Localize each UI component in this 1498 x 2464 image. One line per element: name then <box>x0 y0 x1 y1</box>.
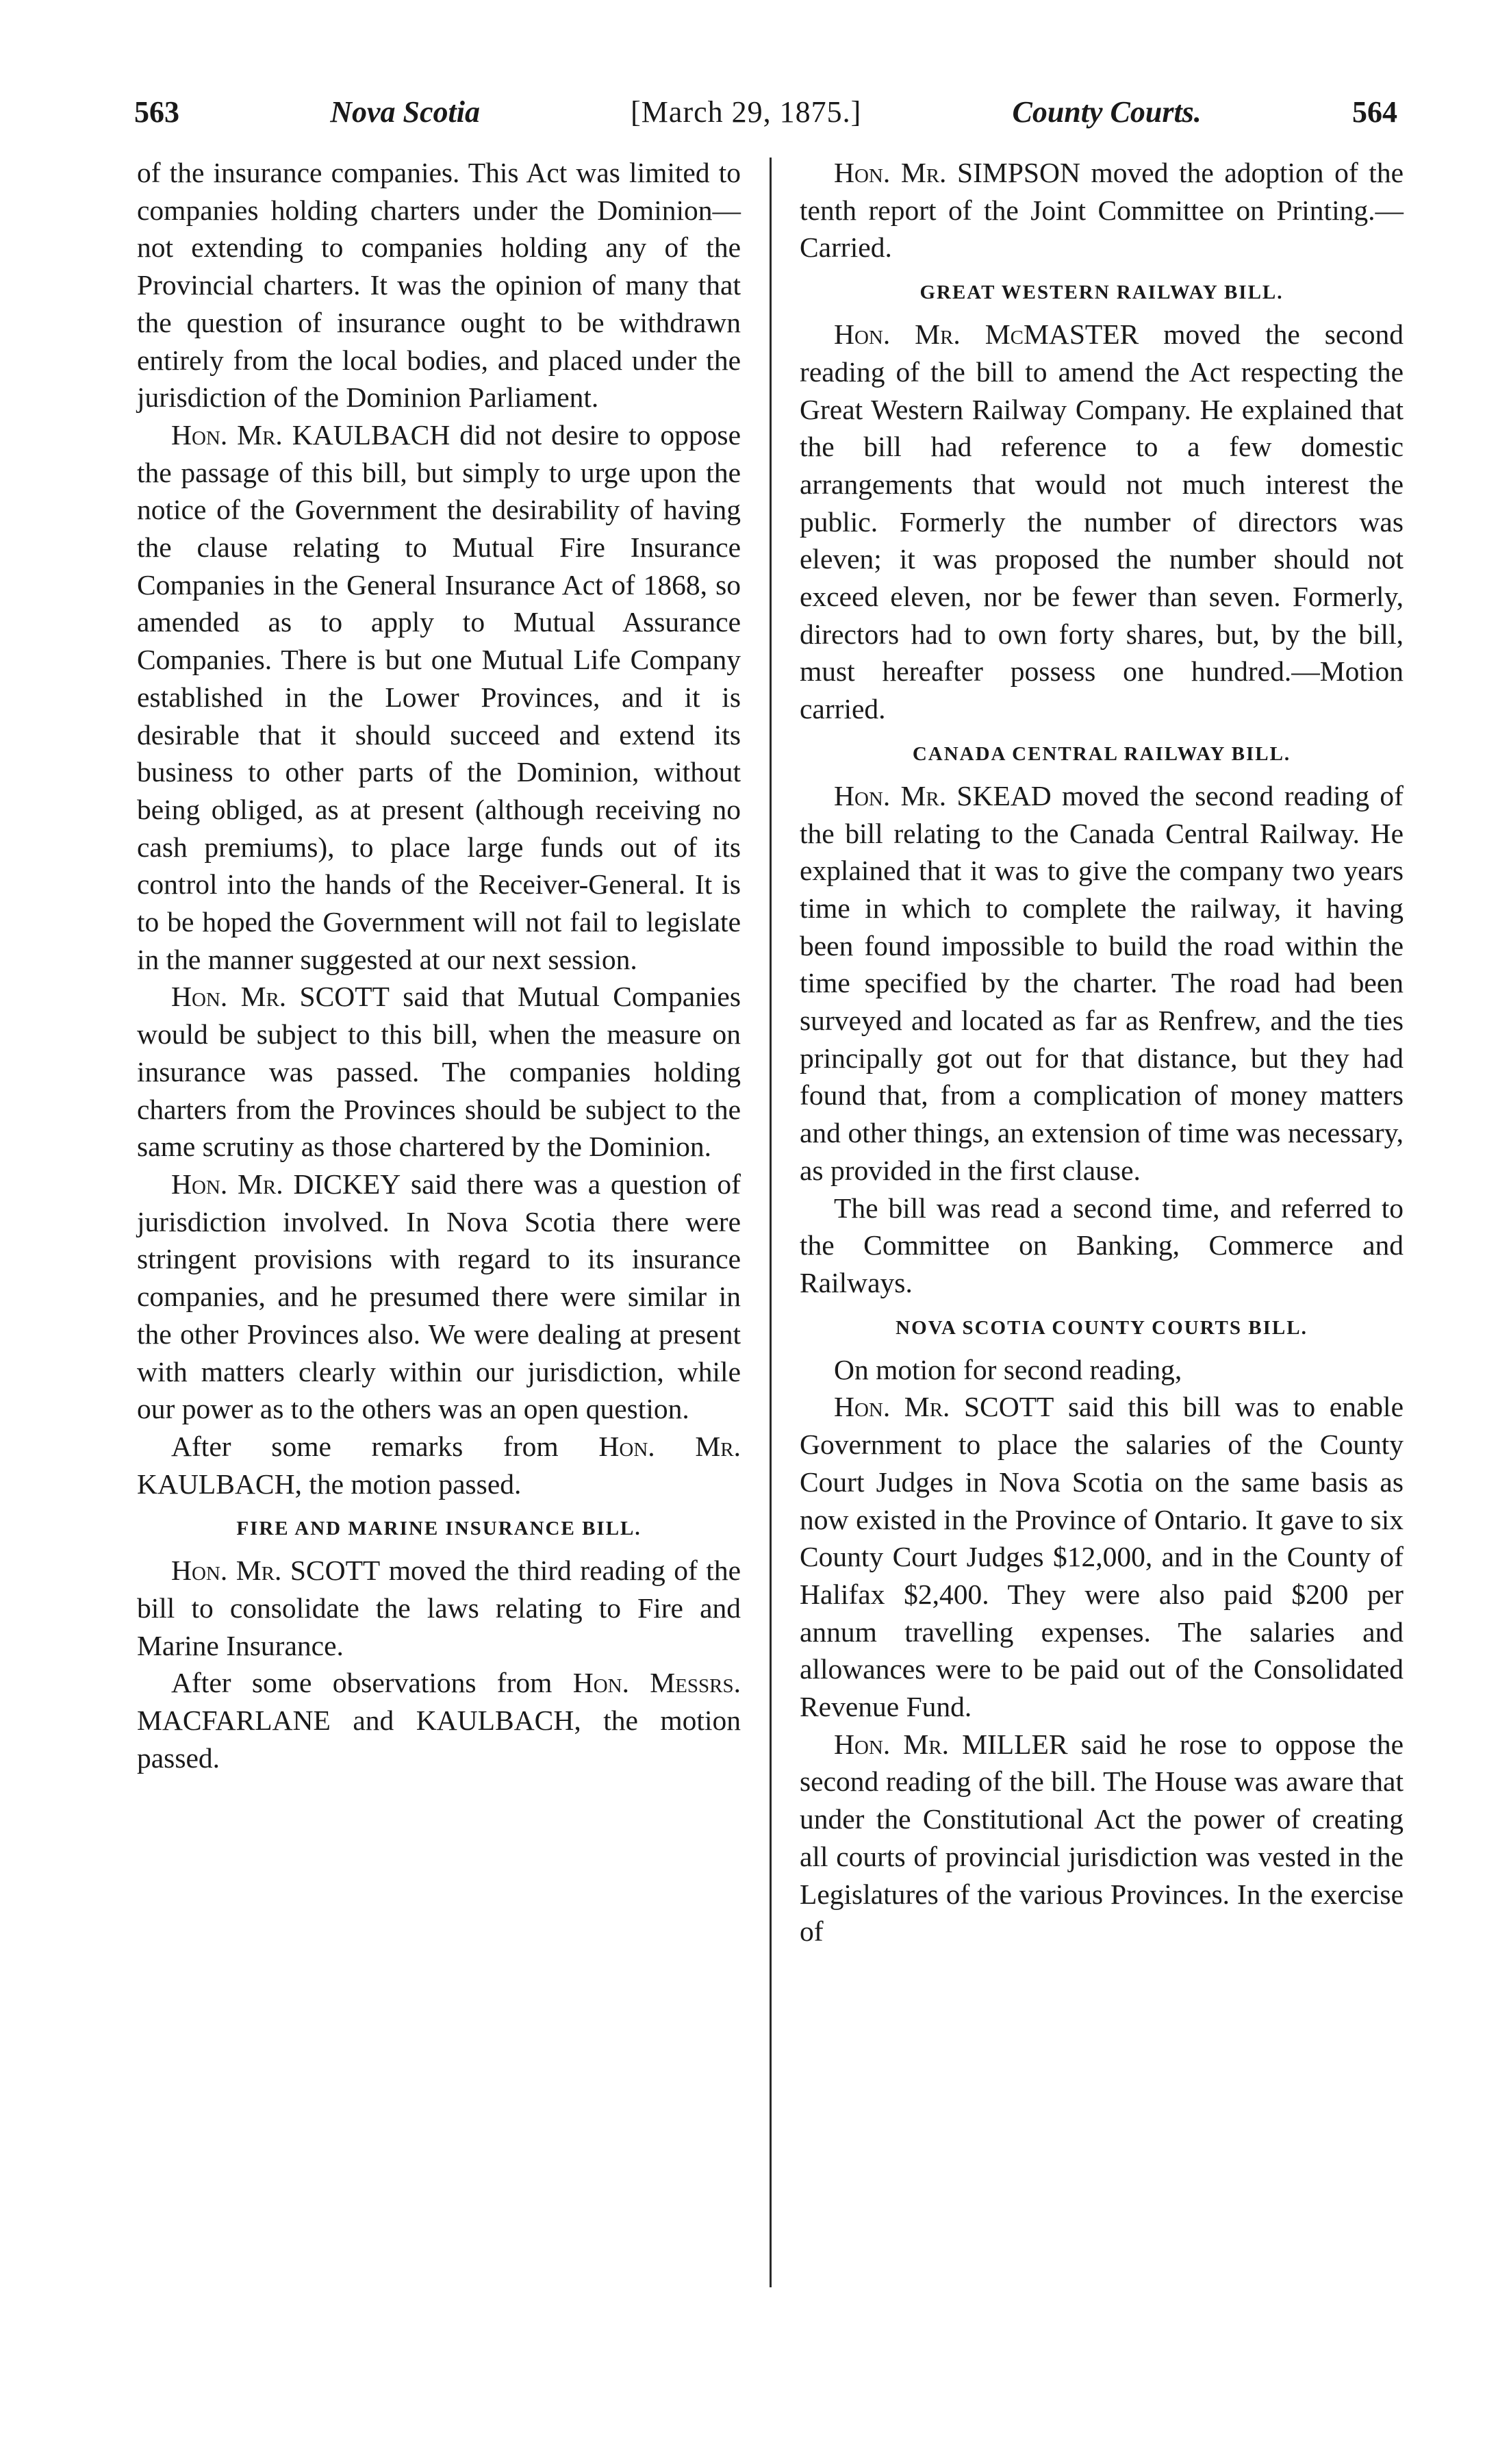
header-date: [March 29, 1875.] <box>631 95 862 129</box>
section-heading: NOVA SCOTIA COUNTY COURTS BILL. <box>896 1316 1308 1339</box>
speaker: Hon. Mr. McMASTER <box>834 318 1139 351</box>
paragraph-text: said he rose to oppose the second reading of the bill. The House was aware that under the Constitutional Act the power of creating all courts of provincial jurisdiction was vested in the Legislatures of the various Provinces. In the exercise of <box>800 1728 1404 1948</box>
column-divider <box>770 158 772 2287</box>
speaker: Hon. Mr. DICKEY <box>171 1168 401 1200</box>
speaker: Hon. Mr. SCOTT <box>171 1555 381 1587</box>
speaker: Hon. Mr. SKEAD <box>834 779 1052 812</box>
paragraph <box>800 154 1404 266</box>
paragraph <box>137 416 741 979</box>
speaker: Hon. Mr. SCOTT <box>834 1391 1054 1423</box>
page-number-left: 563 <box>134 95 179 129</box>
paragraph-text: said this bill was to enable Government to place the salaries of the County Court Judges in Nova Scotia on the same basis as now existed in the Province of Ontario. It gave to six County Court Judges $12,000, and in the County of Halifax $2,400. They were also paid $200 per annum travelling expenses. The salaries and allowances were to be paid out of the Consolidated Revenue Fund. <box>800 1391 1404 1723</box>
speaker: Hon. Mr. MILLER <box>834 1728 1068 1760</box>
paragraph <box>800 777 1404 1190</box>
paragraph-text: moved the third reading of the bill to consolidate the laws relating to Fire and Marine Insurance. <box>137 1555 741 1661</box>
paragraph-text: After some remarks from <box>171 1430 599 1462</box>
right-column <box>800 154 1404 2373</box>
speaker: Hon. Mr. SIMPSON <box>834 157 1080 188</box>
paragraph <box>137 1428 741 1503</box>
section-title-right: County Courts. <box>1012 95 1202 129</box>
paragraph-text: , the motion passed. <box>294 1468 522 1500</box>
speaker: Hon. Mr. SCOTT <box>171 981 390 1013</box>
text-columns <box>137 154 1404 2373</box>
paragraph-text: said there was a question of jurisdiction involved. In Nova Scotia there were stringent provisions with regard to its insurance companies, and he presumed there were similar in the other Provinces also. We were dealing at present with matters clearly within our jurisdiction, while our power as to the others was an open question. <box>137 1168 741 1425</box>
page-number-right: 564 <box>1352 95 1397 129</box>
paragraph-text: of the insurance companies. This Act was limited to companies holding charters under the Dominion—not extending to companies holding any of the Provincial charters. It was the opinion of many that the question of insurance ought to be withdrawn entirely from the local bodies, and placed under the jurisdiction of the Dominion Parliament. <box>137 157 741 414</box>
paragraph <box>137 1166 741 1428</box>
paragraph-text: On motion for second reading, <box>834 1353 1182 1385</box>
paragraph <box>137 154 741 416</box>
speaker: Hon. Mr. KAULBACH <box>171 418 450 451</box>
speaker: Hon. Messrs. MACFARLANE <box>137 1667 741 1737</box>
paragraph <box>137 1552 741 1664</box>
paragraph <box>137 978 741 1166</box>
section-heading: GREAT WESTERN RAILWAY BILL. <box>919 281 1284 304</box>
paragraph <box>800 1190 1404 1302</box>
section-heading: CANADA CENTRAL RAILWAY BILL. <box>912 742 1291 765</box>
speaker: Hon. Mr. KAULBACH <box>137 1430 741 1500</box>
paragraph <box>800 1351 1404 1389</box>
paragraph-text: said that Mutual Companies would be subject to this bill, when the measure on insurance was passed. The companies holding charters from the Provinces should be subject to the same scrutiny as those chartered by the Dominion. <box>137 981 741 1163</box>
paragraph <box>800 1726 1404 1950</box>
section-title-left: Nova Scotia <box>330 95 480 129</box>
paragraph-text: The bill was read a second time, and referred to the Committee on Banking, Commerce and Railways. <box>800 1192 1404 1298</box>
paragraph-text: moved the second reading of the bill to amend the Act respecting the Great Western Railway Company. He explained that the bill had reference to a few domestic arrangements that would not much interest the public. Formerly the number of directors was eleven; it was proposed the number should not exceed eleven, nor be fewer than seven. Formerly, directors had to own forty shares, but, by the bill, must hereafter possess one hundred.—Motion carried. <box>800 318 1404 725</box>
paragraph <box>137 1664 741 1776</box>
page-header <box>134 95 1397 142</box>
paragraph <box>800 316 1404 728</box>
paragraph-text: and KAULBACH, the motion passed. <box>137 1705 741 1774</box>
paragraph-text: moved the second reading of the bill relating to the Canada Central Railway. He explained that it was to give the company two years time in which to complete the railway, it having been found impossible to build the road within the time specified by the charter. The road had been surveyed and located as far as Renfrew, and the ties principally got out for that distance, but they had found that, from a complication of money matters and other things, an extension of time was necessary, as provided in the first clause. <box>800 779 1404 1186</box>
paragraph-text: did not desire to oppose the passage of this bill, but simply to urge upon the notice of the Government the desirability of having the clause relating to Mutual Fire Insurance Companies in the General Insurance Act of 1868, so amended as to apply to Mutual Assurance Companies. There is but one Mutual Life Company established in the Lower Provinces, and it is desirable that it should succeed and extend its business to other parts of the Dominion, without being obliged, as at present (although receiving no cash premiums), to place large funds out of its control into the hands of the Receiver-General. It is to be hoped the Government will not fail to legislate in the manner suggested at our next session. <box>137 418 741 975</box>
left-column <box>137 154 741 2373</box>
paragraph <box>800 1388 1404 1725</box>
paragraph-text: moved the adoption of the tenth report of the Joint Committee on Printing.—Carried. <box>800 157 1404 264</box>
section-heading: FIRE AND MARINE INSURANCE BILL. <box>236 1518 642 1540</box>
paragraph-text: After some observations from <box>171 1667 573 1699</box>
